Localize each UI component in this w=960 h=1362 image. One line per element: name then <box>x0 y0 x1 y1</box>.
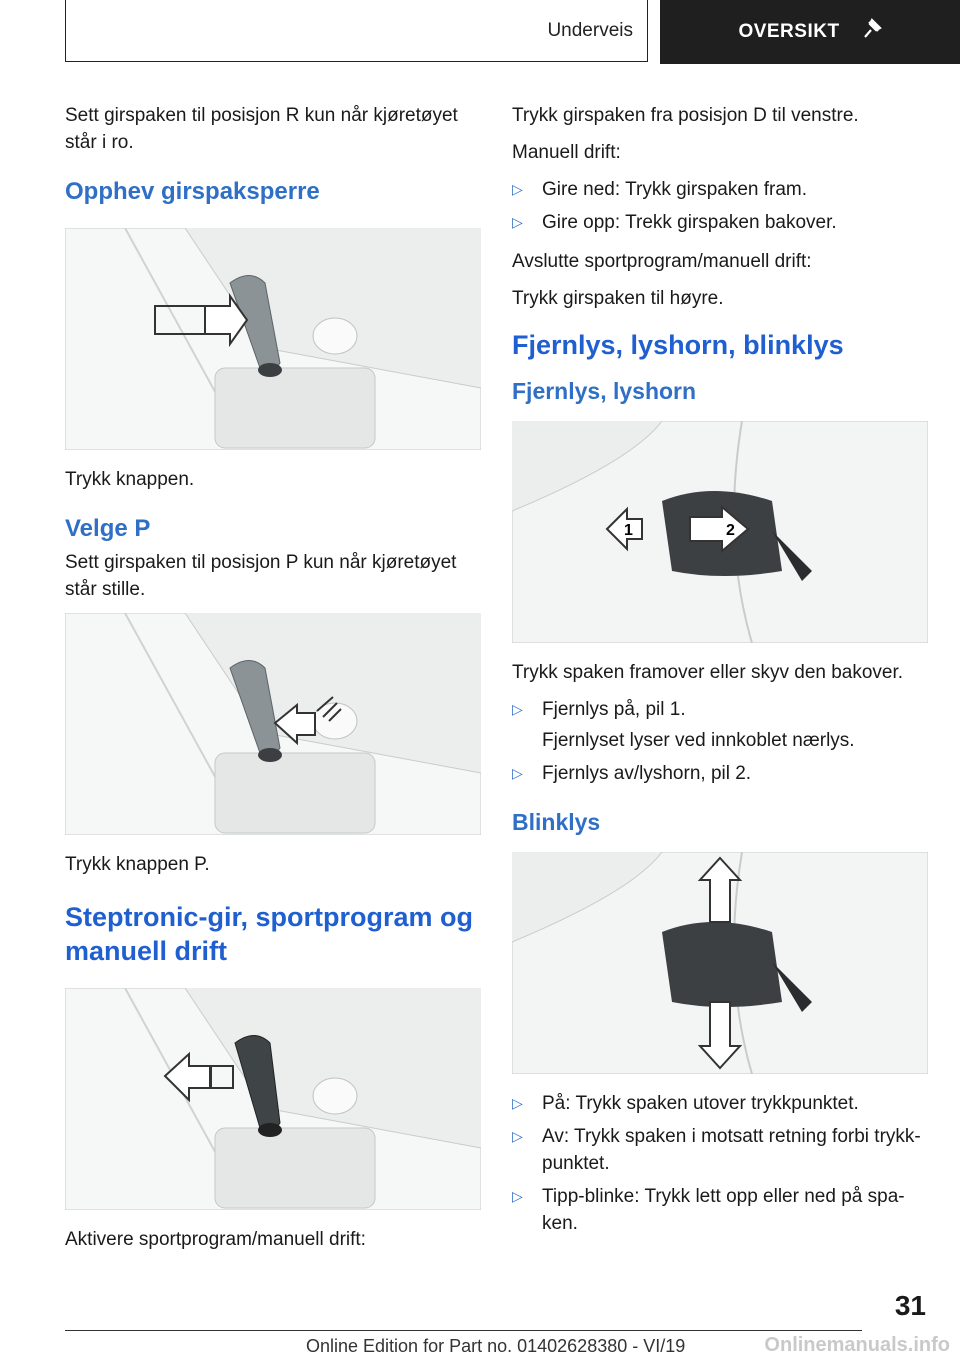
text-select-p: Sett girspaken til posisjon P kun når kjøretøyet står stille. <box>65 552 457 600</box>
footer-divider <box>65 1330 862 1331</box>
manual-list <box>512 176 930 236</box>
heading-highbeam: Fjernlys, lyshorn <box>512 378 697 404</box>
triangle-bullet-icon: ▷ <box>512 1095 523 1111</box>
text-push-right: Trykk girspaken til høyre. <box>512 288 724 309</box>
page-number: 31 <box>894 1290 926 1321</box>
caption-p: Trykk knappen P. <box>65 854 210 875</box>
caption-sport: Aktivere sportprogram/manuell drift: <box>65 1229 366 1250</box>
heading-lights: Fjernlys, lyshorn, blinklys <box>512 330 844 360</box>
triangle-bullet-icon: ▷ <box>512 1188 523 1204</box>
highbeam-list <box>512 696 930 787</box>
list-item: ▷ Gire opp: Trekk girspaken bakover. <box>512 209 930 236</box>
caption-unlock: Trykk knappen. <box>65 469 195 490</box>
heading-steptronic: Steptronic-gir, sportprogram og manuell drift <box>65 902 474 966</box>
tab-oversikt-label: OVERSIKT <box>738 21 840 42</box>
blink-list <box>512 1090 930 1237</box>
list-item: ▷ På: Trykk spaken utover trykkpunktet. <box>512 1090 930 1117</box>
figure-gear-p <box>65 613 481 835</box>
arrow-label-1: 1 <box>624 522 633 539</box>
left-column <box>65 102 483 1263</box>
edition-text: Online Edition for Part no. 01402628380 - VI/19 <box>306 1336 686 1356</box>
caption-highbeam: Trykk spaken framover eller skyv den bakover. <box>512 662 904 683</box>
tab-oversikt[interactable] <box>660 0 960 64</box>
text-exit-sport: Avslutte sportprogram/manuell drift: <box>512 251 812 272</box>
figure-gear-sport <box>65 988 481 1210</box>
triangle-bullet-icon: ▷ <box>512 1128 523 1144</box>
list-item: ▷ Fjernlys på, pil 1. <box>512 696 930 723</box>
arrow-label-2: 2 <box>726 522 735 539</box>
triangle-bullet-icon: ▷ <box>512 701 523 717</box>
heading-unlock: Opphev girspaksperre <box>65 178 320 205</box>
triangle-bullet-icon: ▷ <box>512 214 523 230</box>
right-column <box>512 102 930 1247</box>
list-item: ▷ Tipp-blinke: Trykk lett opp eller ned på spa-ken. <box>512 1183 930 1237</box>
figure-highbeam <box>512 421 928 643</box>
heading-select-p: Velge P <box>65 515 151 542</box>
header-tabs <box>65 0 960 64</box>
list-item-note: Fjernlyset lyser ved innkoblet nærlys. <box>542 730 855 751</box>
figure-blink <box>512 852 928 1074</box>
triangle-bullet-icon: ▷ <box>512 765 523 781</box>
intro-text: Sett girspaken til posisjon R kun når kjøretøyet står i ro. <box>65 105 458 153</box>
tab-underveis[interactable] <box>65 0 648 62</box>
heading-blink: Blinklys <box>512 809 601 835</box>
figure-gear-unlock <box>65 228 481 450</box>
list-item: ▷ Gire ned: Trykk girspaken fram. <box>512 176 930 203</box>
text-manual: Manuell drift: <box>512 142 621 163</box>
tab-underveis-label: Underveis <box>547 19 633 41</box>
triangle-bullet-icon: ▷ <box>512 181 523 197</box>
list-item: ▷ Fjernlys av/lyshorn, pil 2. <box>512 760 930 787</box>
text-d-left: Trykk girspaken fra posisjon D til venstre. <box>512 105 859 126</box>
watermark: Onlinemanuals.info <box>764 1334 950 1356</box>
list-item: ▷ Av: Trykk spaken i motsatt retning forbi trykk-punktet. <box>512 1123 930 1177</box>
pin-icon <box>862 18 882 46</box>
